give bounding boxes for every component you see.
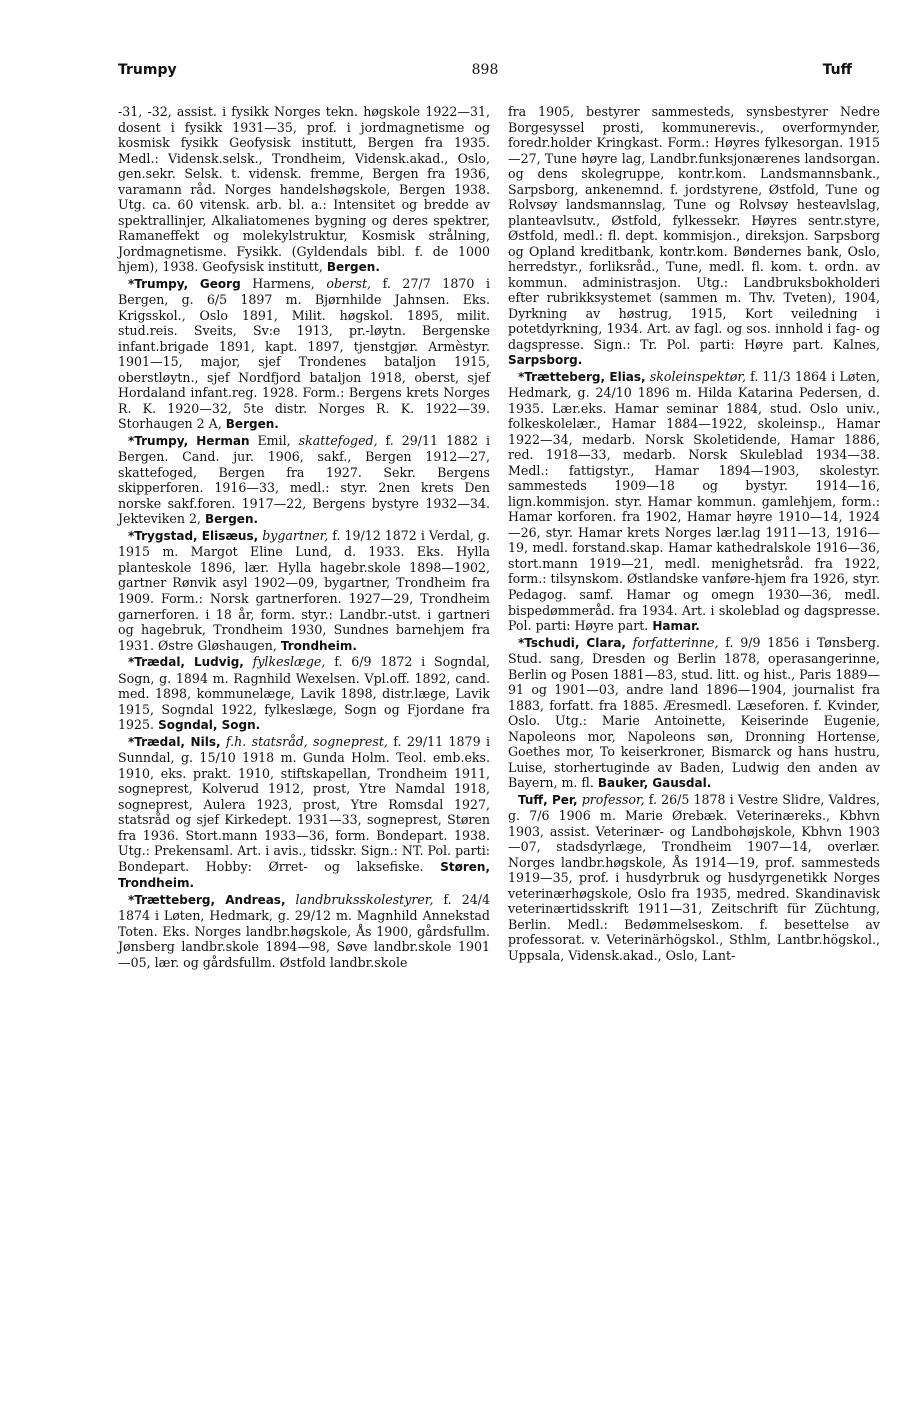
entry-trumpy-continued: -31, -32, assist. i fysikk Norges tekn. høgskole 1922—31, dosent i fysikk 1931—35, prof. i jordmagnetisme og kosmisk fysikk Geofysisk institutt, Bergen fra 1935. Medl.: Vidensk.selsk., Trondheim, Vidensk.akad., Oslo, gen.sekr. Selsk. t. vidensk. fremme, Bergen fra 1936, varamann råd. Norges handelshøgskole, Bergen 1938. Utg. ca. 60 vitensk. arb. bl. a.: Intensitet og bredde av spektrallinjer, Alkaliatomenes bygning og deres spektrer, Ramaneffekt og molekylstruktur, Kosmisk strålning, Jordmagnetisme. Fysikk. (Gyldendals bibl. f. de 1000 hjem), 1938. Geofysisk institutt, Bergen. [118,104,490,275]
entry-name: *Tschudi, Clara, [518,635,626,650]
entry-place: Bergen. [225,417,279,432]
entry-place: Trondheim. [280,638,357,653]
entry-name: *Trædal, Nils, [128,734,221,749]
entry-title: skattefoged, [298,432,378,448]
right-column [508,104,880,963]
entry-trumpy-herman: *Trumpy, Herman Emil, skattefoged, f. 29/11 1882 i Bergen. Cand. jur. 1906, sakf., Bergen 1912—27, skattefoged, Bergen fra 1927. Sekr. Bergens skipperforen. 1916—33, medl.: styr. 2nen krets Den norske sakf.foren. 1917—22, Bergens bystyre 1932—34. Jekteviken 2, Bergen. [118,432,490,527]
entry-place: Sarpsborg. [508,353,583,368]
entry-trygstad-elisaeus: *Trygstad, Elisæus, bygartner, f. 19/12 1872 i Verdal, g. 1915 m. Margot Eline Lund, d. 1933. Eks. Hylla planteskole 1896, lær. Hylla hagebr.skole 1898—1902, gartner Rønvik asyl 1902—09, bygartner, Trondheim fra 1909. Form.: Norsk gartnerforen. 1927—29, Trondheim garnerforen. i 18 år, form. styr.: Landbr.-utst. i gartneri og hagebruk, Trondheim 1930, Sundnes barnehjem fra 1931. Østre Gløshaugen, Trondheim. [118,527,490,653]
entry-place: Bauker, Gausdal. [597,776,712,791]
running-head-left: Trumpy [118,62,177,78]
entry-name: *Trætteberg, Elias, [518,369,646,384]
entry-name: *Trumpy, Georg [128,276,241,291]
entry-title: f.h. statsråd, sogneprest, [225,733,388,749]
entry-traetteberg-andreas: *Trætteberg, Andreas, landbruksskolestyrer, f. 24/4 1874 i Løten, Hedmark, g. 29/12 m. Magnhild Annekstad Toten. Eks. Norges landbr.høgskole, Ås 1900, gårdsfullm. Jønsberg landbr.skole 1894—98, Søve landbr.skole 1901—05, lær. og gårdsfullm. Østfold landbr.skole [118,891,490,970]
entry-title: forfatterinne, [632,634,719,650]
entry-place: Hamar. [652,619,700,634]
entry-tuff-per: Tuff, Per, professor, f. 26/5 1878 i Vestre Slidre, Valdres, g. 7/6 1906 m. Marie Ørebæk. Veterinæreks., Kbhvn 1903, assist. Veterinær- og Landbohøjskole, Kbhvn 1903—07, stadsdyrlæge, Trondheim 1907—14, overlær. Norges landbr.høgskole, Ås 1914—19, prof. sammesteds 1919—35, prof. i husdyrbruk og husdyrgenetikk Norges veterinærhøgskole, Oslo fra 1935, medred. Skandinavisk veterinærtidsskrift 1911—31, Zeitschrift für Züchtung, Berlin. Medl.: Bedømmelseskom. f. besettelse av professorat. v. Veterinärhögskol., Sthlm, Lantbr.högskol., Uppsala, Vidensk.akad., Oslo, Lant- [508,791,880,963]
entry-name: *Trætteberg, Andreas, [128,892,286,907]
entry-name: *Trumpy, Herman [128,433,250,448]
entry-title: skoleinspektør, [649,368,746,384]
entry-traetteberg-elias: *Trætteberg, Elias, skoleinspektør, f. 11/3 1864 i Løten, Hedmark, g. 24/10 1896 m. Hilda Katarina Pedersen, d. 1935. Lær.eks. Hamar seminar 1884, stud. Oslo univ., folkeskolelær., Hamar 1884—1922, skoleinsp., Hamar 1922—34, medarb. Norsk Skoletidende, Hamar 1886, red. 1918—33, medarb. Norsk Skuleblad 1934—38. Medl.: fattigstyr., Hamar 1894—1903, skolestyr. sammesteds 1909—18 og bystyr. 1914—16, lign.kommisjon. styr. Hamar kommun. gamlehjem, form.: Hamar korforen. fra 1902, Hamar høyre 1910—14, 1924—26, styr. Hamar krets Norges lær.lag 1911—13, 1916—19, medl. forstand.skap. Hamar kathedralskole 1916—36, stort.mann 1919—21, medl. menighetsråd. fra 1922, form.: tilsynskom. Østlandske vanføre-hjem fra 1926, styr. Pedagog. samf. Hamar og omegn 1930—36, medl. bispedømmeråd. fra 1934. Art. i skoleblad og dagspresse. Pol. parti: Høyre part. Hamar. [508,368,880,634]
entry-traedal-nils: *Trædal, Nils, f.h. statsråd, sogneprest, f. 29/11 1879 i Sunndal, g. 15/10 1918 m. Gunda Holm. Teol. emb.eks. 1910, eks. prakt. 1910, stiftskapellan, Trondheim 1911, sogneprest, Kolverud 1912, prost, Ytre Namdal 1918, sogneprest, Aulera 1923, prost, Ytre Romsdal 1927, statsråd og sjef Kirkedept. 1931—33, sogneprest, Støren fra 1936. Stort.mann 1933—36, form. Bondepart. 1938. Utg.: Prekensaml. Art. i avis., tidsskr. Sign.: NT. Pol. parti: Bondepart. Hobby: Ørret- og laksefiske. Støren, Trondheim. [118,733,490,891]
entry-tschudi-clara: *Tschudi, Clara, forfatterinne, f. 9/9 1856 i Tønsberg. Stud. sang, Dresden og Berlin 1878, operasangerinne, Berlin og Posen 1881—83, stud. litt. og hist., Paris 1889—91 og 1901—03, andre land 1896—1904, journalist fra 1883, forfatt. fra 1885. Æresmedl. Læseforen. f. Kvinder, Oslo. Utg.: Marie Antoinette, Keiserinde Eugenie, Napoleons mor, Napoleons søn, Dronning Hortense, Goethes mor, To keiserkroner, Bismarck og hans hustru, Luise, storhertuginde av Baden, Ludwig den anden av Bayern, m. fl. Bauker, Gausdal. [508,634,880,791]
page-number: 898 [471,62,499,78]
entry-traetteberg-andreas-continued: fra 1905, bestyrer sammesteds, synsbestyrer Nedre Borgesyssel prosti, kommunerevis., overformynder, foredr.holder Kringkast. Form.: Høyres fylkesorgan. 1915—27, Tune høyre lag, Landbr.funksjonærenes landsorgan. og dens skolegruppe, kontr.kom. Landsmannsbank., Sarpsborg, ankenemnd. f. jordstyrene, Østfold, Tune og Rolvsøy landsmannslag, Tune og Rolvsøy hesteavlslag, planteavlsutv., Østfold, fylkessekr. Høyres sentr.styre, Østfold, medl.: fl. dept. kommisjon., direksjon. Sarpsborg og Opland kreditbank, kontr.kom. Bøndernes bank, Oslo, herredstyr., forliksråd., Tune, medl. fl. kom. t. ordn. av kommun. administrasjon. Utg.: Landbruksbokholderi efter rubrikksystemet (sammen m. Thv. Tveten), 1904, Dyrkning av høstrug, 1915, Kort veiledning i potetdyrkning, 1934. Art. av fagl. og sos. innhold i fag- og dagspresse. Sign.: Tr. Pol. parti: Høyre part. Kalnes, Sarpsborg. [508,104,880,368]
entry-place: Bergen. [326,260,380,275]
entry-trumpy-georg: *Trumpy, Georg Harmens, oberst, f. 27/7 1870 i Bergen, g. 6/5 1897 m. Bjørnhilde Jahnsen. Eks. Krigsskol., Oslo 1891, Milit. høgskol. 1895, milit. stud.reis. Sveits, Sv:e 1913, pr.-løytn. Bergenske infant.brigade 1891, kapt. 1897, tjenstgjør. Armèstyr. 1901—15, major, sjef Trondenes bataljon 1915, oberstløytn., sjef Nordfjord bataljon 1918, oberst, sjef Hordaland infant.reg. 1928. Form.: Bergens krets Norges R. K. 1920—32, 5te distr. Norges R. K. 1922—39. Storhaugen 2 A, Bergen. [118,275,490,432]
entry-traedal-ludvig: *Trædal, Ludvig, fylkeslæge, f. 6/9 1872 i Sogndal, Sogn, g. 1894 m. Ragnhild Wexelsen. Vpl.off. 1892, cand. med. 1898, kommunelæge, Lavik 1898, distr.læge, Lavik 1915, Sogndal 1922, fylkeslæge, Sogn og Fjordane fra 1925. Sogndal, Sogn. [118,654,490,733]
running-head-right: Tuff [822,62,852,78]
entry-title: bygartner, [262,527,329,543]
entry-title: professor, [581,791,645,807]
entry-name: Tuff, Per, [518,792,578,807]
entry-title: oberst, [326,275,372,291]
entry-place: Støren, Trondheim. [118,859,490,891]
entry-title: landbruksskolestyrer, [295,891,434,907]
entry-name: *Trygstad, Elisæus, [128,528,259,543]
entry-name: *Trædal, Ludvig, [128,655,244,670]
page-header [118,62,852,84]
entry-title: fylkeslæge, [252,654,326,670]
entry-place: Sogndal, Sogn. [158,718,261,733]
entry-place: Bergen. [205,512,259,527]
left-column [118,104,490,970]
